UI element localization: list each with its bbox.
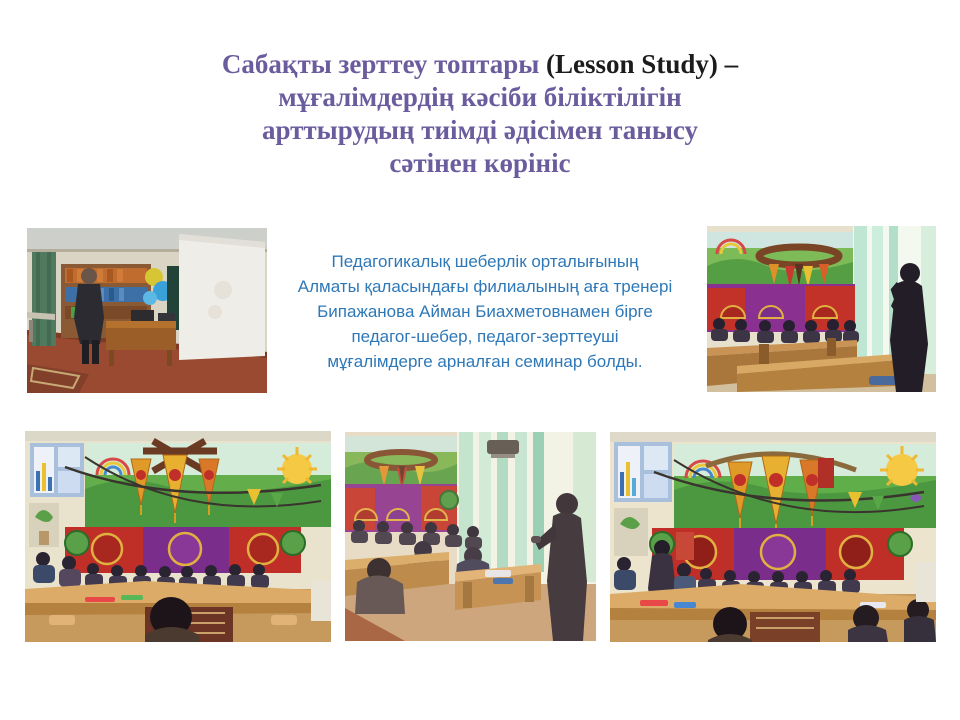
title-line1-black: (Lesson Study) –	[546, 49, 739, 79]
slide-title	[80, 48, 880, 180]
paragraph-line: Алматы қаласындағы филиалының аға тренері	[297, 277, 673, 296]
photo-presenter-silhouette	[707, 226, 936, 392]
title-line-2: мұғалімдердің кәсіби біліктілігін	[278, 82, 682, 112]
classroom-photo-image	[25, 431, 331, 642]
photo-seminar-wide-left	[25, 431, 331, 642]
title-line-4: сәтінен көрініс	[389, 148, 571, 178]
classroom-photo-image	[610, 432, 936, 642]
photo-trainer-at-screen	[27, 228, 267, 393]
paragraph-line: Педагогикалық шеберлік орталығының	[331, 252, 639, 271]
title-line-3: арттырудың тиімді әдісімен танысу	[261, 115, 699, 145]
classroom-photo-image	[345, 432, 596, 641]
paragraph-line: мұғалімдерге арналған семинар болды.	[327, 352, 643, 371]
paragraph-line: Бипажанова Айман Биахметовнамен бірге	[317, 302, 653, 321]
paragraph-line: педагог-шебер, педагог-зерттеуші	[351, 327, 619, 346]
title-line1-purple: Сабақты зерттеу топтары	[221, 49, 547, 79]
photo-trainer-speaking	[345, 432, 596, 641]
classroom-photo-image	[707, 226, 936, 392]
title-line-1	[80, 48, 880, 81]
classroom-photo-image	[27, 228, 267, 393]
description-paragraph	[270, 249, 700, 374]
photo-seminar-wide-right	[610, 432, 936, 642]
